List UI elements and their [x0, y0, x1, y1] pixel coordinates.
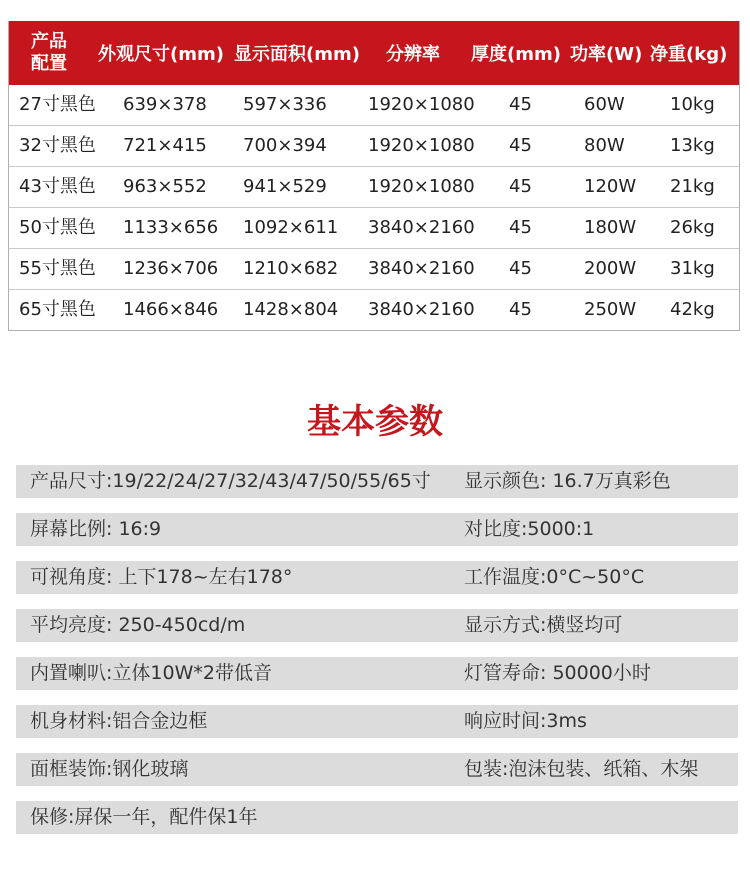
cell-model: 50寸黑色: [19, 217, 96, 238]
param-row: [16, 465, 738, 498]
cell-thickness: 45: [509, 176, 532, 197]
cell-weight: 13kg: [670, 135, 715, 156]
header-resolution: 分辨率: [386, 44, 440, 65]
cell-outer-size: 1236×706: [123, 258, 219, 279]
param-left: 机身材料:铝合金边框: [30, 710, 208, 732]
cell-resolution: 3840×2160: [368, 258, 475, 279]
cell-power: 250W: [584, 299, 637, 320]
cell-outer-size: 639×378: [123, 94, 207, 115]
cell-display-area: 700×394: [243, 135, 327, 156]
cell-resolution: 3840×2160: [368, 299, 475, 320]
param-row: [16, 753, 738, 786]
param-right: 对比度:5000:1: [464, 518, 595, 540]
cell-power: 180W: [584, 217, 637, 238]
cell-outer-size: 963×552: [123, 176, 207, 197]
header-thickness: 厚度(mm): [471, 44, 561, 65]
param-row: [16, 801, 738, 834]
param-left: 产品尺寸:19/22/24/27/32/43/47/50/55/65寸: [30, 470, 431, 492]
header-display-area: 显示面积(mm): [234, 44, 360, 65]
cell-display-area: 1428×804: [243, 299, 339, 320]
cell-power: 200W: [584, 258, 637, 279]
cell-thickness: 45: [509, 217, 532, 238]
cell-weight: 31kg: [670, 258, 715, 279]
section-title: 基本参数: [307, 402, 443, 442]
table-row: [9, 125, 739, 166]
table-row: [9, 207, 739, 248]
param-right: 灯管寿命: 50000小时: [464, 662, 651, 684]
header-config: 产品 配置: [31, 31, 67, 74]
table-row: [9, 85, 739, 125]
cell-power: 80W: [584, 135, 625, 156]
cell-model: 27寸黑色: [19, 94, 96, 115]
spec-table-header: [9, 21, 739, 85]
header-power: 功率(W): [570, 44, 643, 65]
cell-model: 55寸黑色: [19, 258, 96, 279]
cell-thickness: 45: [509, 94, 532, 115]
param-left: 屏幕比例: 16:9: [30, 518, 162, 540]
param-row: [16, 609, 738, 642]
cell-weight: 42kg: [670, 299, 715, 320]
param-row: [16, 561, 738, 594]
cell-resolution: 1920×1080: [368, 94, 475, 115]
param-right: 工作温度:0°C~50°C: [464, 566, 645, 588]
cell-display-area: 1210×682: [243, 258, 339, 279]
cell-resolution: 1920×1080: [368, 176, 475, 197]
param-row: [16, 657, 738, 690]
param-left: 内置喇叭:立体10W*2带低音: [30, 662, 272, 684]
table-row: [9, 248, 739, 289]
param-right: 显示颜色: 16.7万真彩色: [464, 470, 671, 492]
cell-model: 43寸黑色: [19, 176, 96, 197]
cell-weight: 26kg: [670, 217, 715, 238]
param-left: 可视角度: 上下178~左右178°: [30, 566, 293, 588]
cell-power: 60W: [584, 94, 625, 115]
param-right: 显示方式:横竖均可: [464, 614, 623, 636]
cell-model: 32寸黑色: [19, 135, 96, 156]
spec-table: [8, 21, 740, 331]
cell-display-area: 1092×611: [243, 217, 339, 238]
param-left: 保修:屏保一年，配件保1年: [30, 806, 258, 828]
cell-thickness: 45: [509, 258, 532, 279]
cell-outer-size: 721×415: [123, 135, 207, 156]
param-row: [16, 705, 738, 738]
param-left: 面框装饰:钢化玻璃: [30, 758, 189, 780]
cell-thickness: 45: [509, 135, 532, 156]
cell-resolution: 3840×2160: [368, 217, 475, 238]
header-weight: 净重(kg): [650, 44, 728, 65]
header-outer-size: 外观尺寸(mm): [98, 44, 224, 65]
cell-weight: 10kg: [670, 94, 715, 115]
cell-outer-size: 1133×656: [123, 217, 219, 238]
cell-display-area: 941×529: [243, 176, 327, 197]
param-left: 平均亮度: 250-450cd/m: [30, 614, 246, 636]
cell-thickness: 45: [509, 299, 532, 320]
cell-weight: 21kg: [670, 176, 715, 197]
cell-outer-size: 1466×846: [123, 299, 219, 320]
table-row: [9, 166, 739, 207]
cell-model: 65寸黑色: [19, 299, 96, 320]
table-row: [9, 289, 739, 330]
param-right: 包装:泡沫包装、纸箱、木架: [464, 758, 699, 780]
cell-power: 120W: [584, 176, 637, 197]
param-row: [16, 513, 738, 546]
cell-display-area: 597×336: [243, 94, 327, 115]
cell-resolution: 1920×1080: [368, 135, 475, 156]
param-right: 响应时间:3ms: [464, 710, 587, 732]
